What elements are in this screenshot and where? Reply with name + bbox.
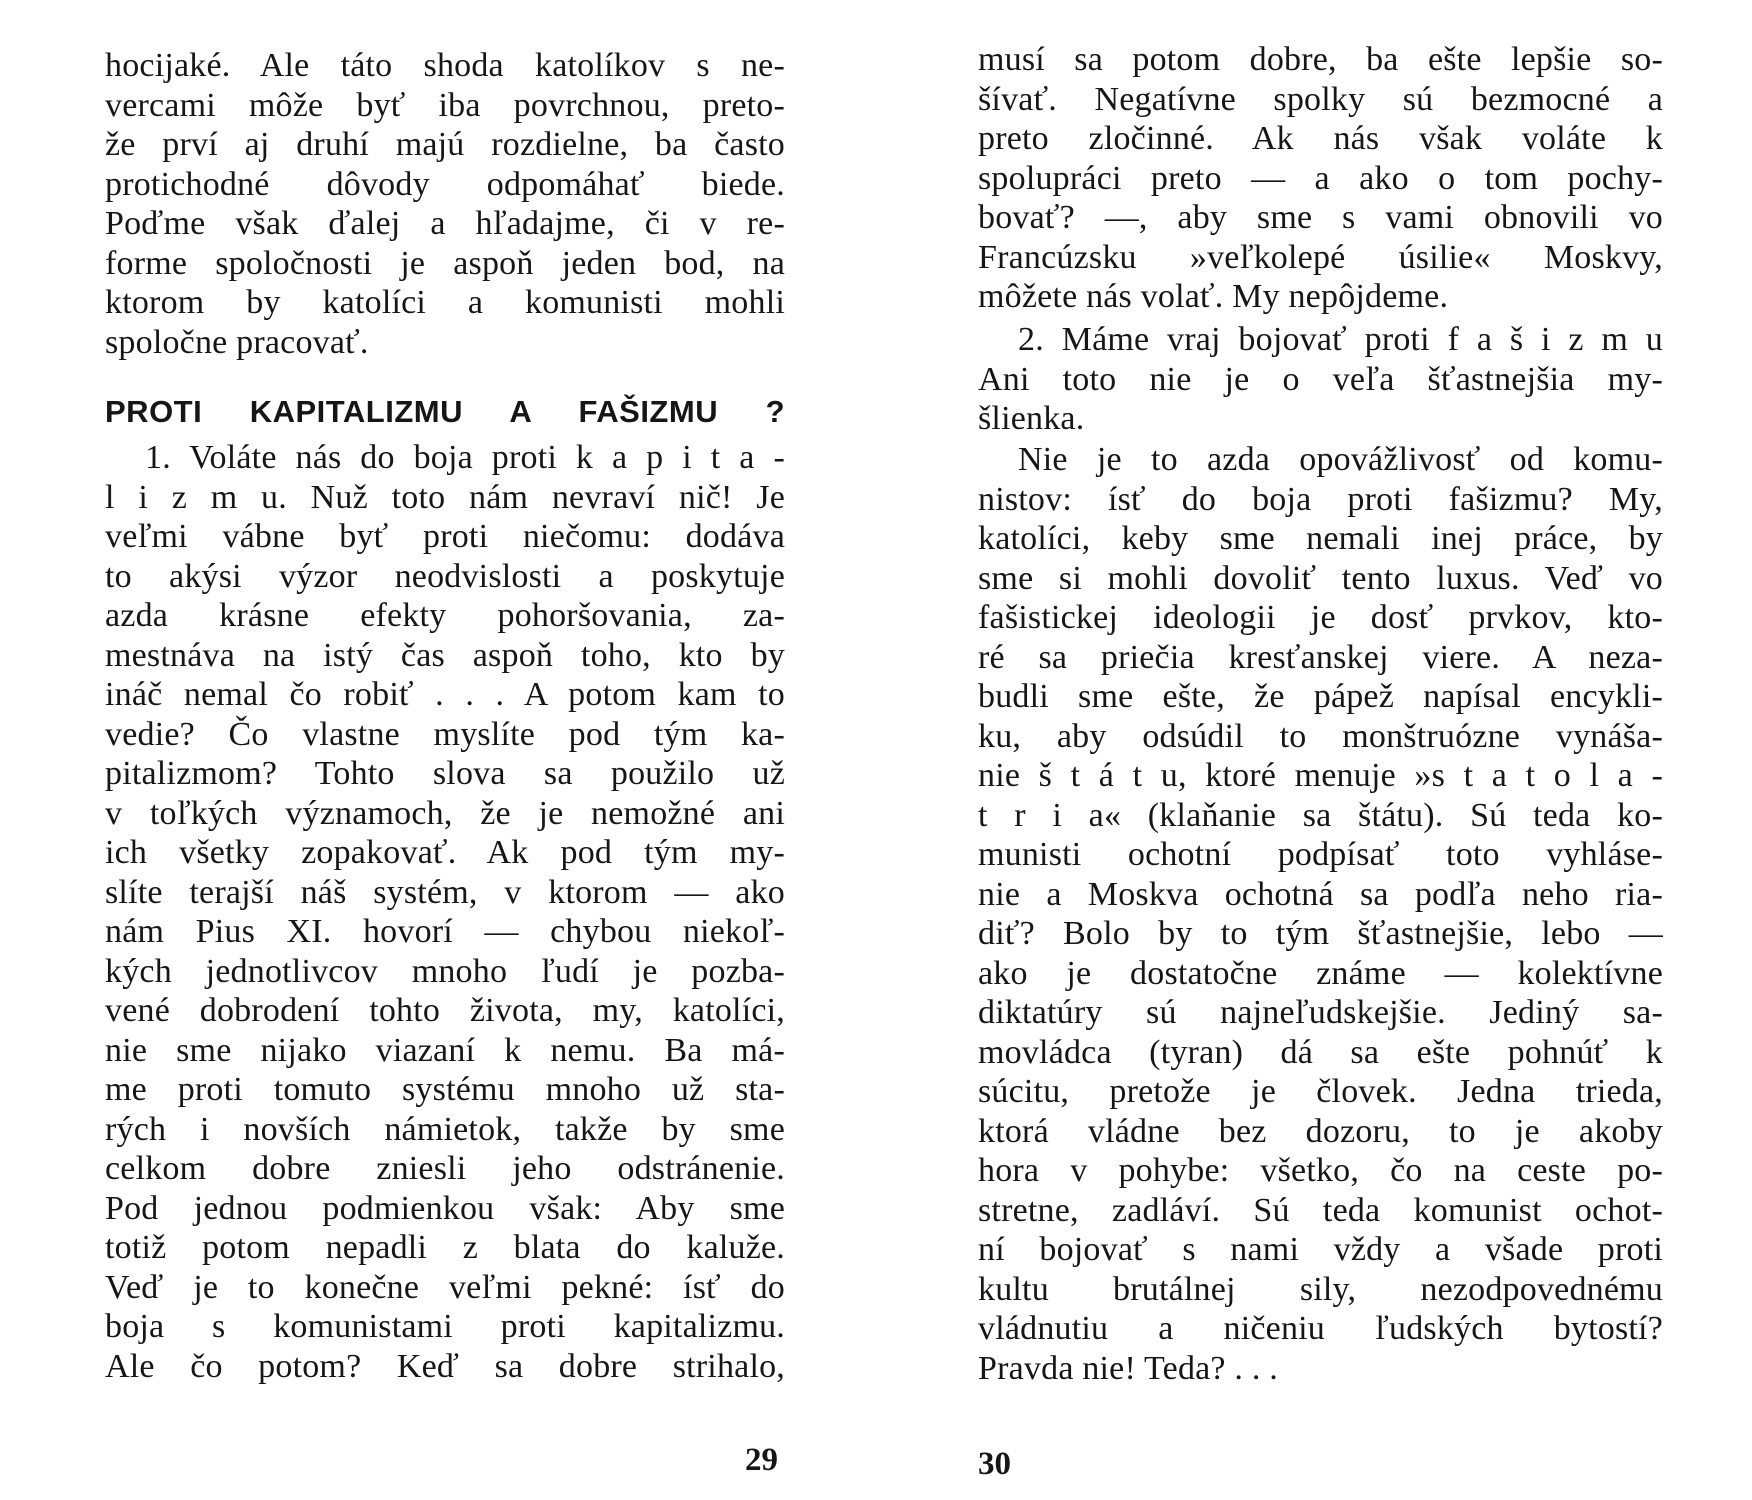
left-paragraph-2: [105, 438, 785, 1386]
text-line: nistov: ísť do boja proti fašizmu? My,: [978, 480, 1663, 518]
text-line: musí sa potom dobre, ba ešte lepšie so-: [978, 41, 1663, 78]
text-line: fašistickej ideologii je dosť prvkov, kto-: [978, 599, 1663, 636]
text-line: ináč nemal čo robiť . . . A potom kam to: [105, 676, 785, 713]
text-line: sme si mohli dovoliť tento luxus. Veď vo: [978, 559, 1663, 597]
text-line: ré sa priečia kresťanskej viere. A neza-: [978, 638, 1663, 676]
right-page: [978, 0, 1663, 1500]
text-line: nie sme nijako viazaní k nemu. Ba má-: [105, 1031, 785, 1069]
text-line: Poďme však ďalej a hľadajme, či v re-: [105, 205, 785, 242]
text-line: Veď je to konečne veľmi pekné: ísť do: [105, 1268, 785, 1306]
text-line: ako je dostatočne známe — kolektívne: [978, 954, 1663, 992]
text-line: ktorá vládne bez dozoru, to je akoby: [978, 1112, 1663, 1150]
text-line: šívať. Negatívne spolky sú bezmocné a: [978, 80, 1663, 118]
text-line: budli sme ešte, že pápež napísal encykli-: [978, 678, 1663, 715]
section-heading: PROTI KAPITALIZMU A FAŠIZMU ?: [105, 394, 785, 429]
text-line: azda krásne efekty pohoršovania, za-: [105, 597, 785, 634]
text-line: totiž potom nepadli z blata do kaluže.: [105, 1229, 785, 1266]
text-line: ktorom by katolíci a komunisti mohli: [105, 284, 785, 321]
text-line: veľmi vábne byť proti niečomu: dodáva: [105, 518, 785, 555]
text-line: boja s komunistami proti kapitalizmu.: [105, 1308, 785, 1345]
text-line: kých jednotlivcov mnoho ľudí je pozba-: [105, 952, 785, 990]
text-line: nám Pius XI. hovorí — chybou niekoľ-: [105, 913, 785, 950]
text-line: vené dobrodení tohto života, my, katolíci,: [105, 992, 785, 1029]
text-line: šlienka.: [978, 400, 1085, 437]
text-line: 1. Voláte nás do boja proti k a p i t a -: [145, 439, 785, 476]
text-line: kultu brutálnej sily, nezodpovednému: [978, 1270, 1663, 1308]
text-line: diť? Bolo by to tým šťastnejšie, lebo —: [978, 915, 1663, 952]
text-line: me proti tomuto systému mnoho už sta-: [105, 1071, 785, 1108]
right-paragraph-2: [978, 320, 1663, 439]
text-line: hocijaké. Ale táto shoda katolíkov s ne-: [105, 47, 785, 84]
page-number: 29: [745, 1442, 778, 1478]
text-line: bovať? —, aby sme s vami obnovili vo: [978, 199, 1663, 236]
text-line: môžete nás volať. My nepôjdeme.: [978, 278, 1449, 315]
text-line: forme spoločnosti je aspoň jeden bod, na: [105, 244, 785, 282]
text-line: diktatúry sú najneľudskejšie. Jediný sa-: [978, 994, 1663, 1031]
right-paragraph-1: [978, 40, 1663, 317]
text-line: to akýsi výzor neodvislosti a poskytuje: [105, 557, 785, 595]
text-line: pitalizmom? Tohto slova sa použilo už: [105, 755, 785, 792]
text-line: v toľkých významoch, že je nemožné ani: [105, 794, 785, 832]
text-line: slíte terajší náš systém, v ktorom — ako: [105, 873, 785, 911]
text-line: spolupráci preto — a ako o tom pochy-: [978, 159, 1663, 197]
text-line: celkom dobre zniesli jeho odstránenie.: [105, 1150, 785, 1187]
text-line: ku, aby odsúdil to monštruózne vynáša-: [978, 717, 1663, 755]
text-line: 2. Máme vraj bojovať proti f a š i z m u: [1018, 321, 1663, 358]
text-line: l i z m u. Nuž toto nám nevraví nič! Je: [105, 478, 785, 516]
text-line: protichodné dôvody odpomáhať biede.: [105, 165, 785, 203]
text-line: súcitu, pretože je človek. Jedna trieda,: [978, 1073, 1663, 1110]
text-line: movládca (tyran) dá sa ešte pohnúť k: [978, 1033, 1663, 1071]
page-number: 30: [978, 1446, 1011, 1482]
text-line: Pod jednou podmienkou však: Aby sme: [105, 1189, 785, 1227]
text-line: Nie je to azda opovážlivosť od komu-: [1018, 441, 1663, 478]
text-line: vládnutiu a ničeniu ľudských bytostí?: [978, 1310, 1663, 1347]
text-line: preto zločinné. Ak nás však voláte k: [978, 120, 1663, 157]
text-line: katolíci, keby sme nemali inej práce, by: [978, 520, 1663, 557]
text-line: vercami môže byť iba povrchnou, preto-: [105, 86, 785, 124]
left-paragraph-1: [105, 46, 785, 362]
text-line: vedie? Čo vlastne myslíte pod tým ka-: [105, 715, 785, 753]
text-line: že prví aj druhí majú rozdielne, ba často: [105, 126, 785, 163]
text-line: Ani toto nie je o veľa šťastnejšia my-: [978, 360, 1663, 398]
text-line: rých i novších námietok, takže by sme: [105, 1110, 785, 1148]
right-paragraph-3: [978, 440, 1663, 1388]
text-line: stretne, zadláví. Sú teda komunist ochot-: [978, 1191, 1663, 1229]
text-line: ich všetky zopakovať. Ak pod tým my-: [105, 834, 785, 871]
text-line: spoločne pracovať.: [105, 323, 369, 361]
text-line: ní bojovať s nami vždy a všade proti: [978, 1231, 1663, 1268]
left-page: [105, 0, 785, 1500]
text-line: Francúzsku »veľkolepé úsilie« Moskvy,: [978, 238, 1663, 276]
text-line: Ale čo potom? Keď sa dobre strihalo,: [105, 1347, 785, 1385]
text-line: mestnáva na istý čas aspoň toho, kto by: [105, 636, 785, 674]
text-line: munisti ochotní podpísať toto vyhláse-: [978, 836, 1663, 873]
text-line: nie š t á t u, ktoré menuje »s t a t o l a -: [978, 757, 1663, 794]
text-line: Pravda nie! Teda? . . .: [978, 1349, 1278, 1387]
text-line: hora v pohybe: všetko, čo na ceste po-: [978, 1152, 1663, 1189]
text-line: t r i a« (klaňanie sa štátu). Sú teda ko-: [978, 796, 1663, 834]
text-line: nie a Moskva ochotná sa podľa neho ria-: [978, 875, 1663, 913]
